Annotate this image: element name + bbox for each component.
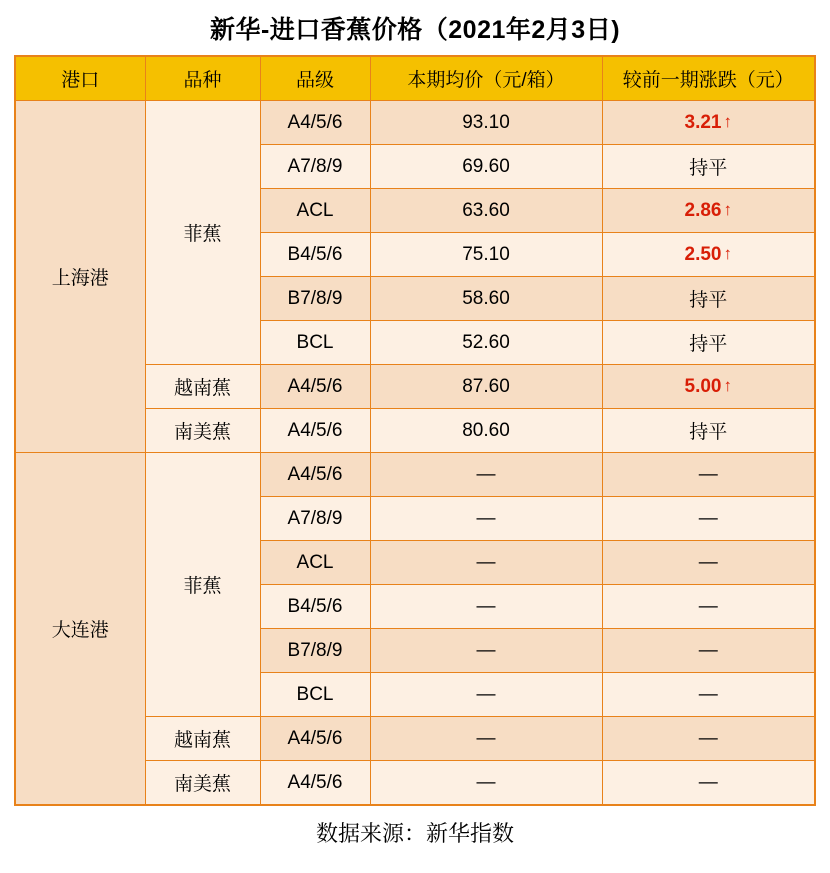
cell-change [602, 365, 815, 409]
change-value-up: 3.21 [684, 111, 722, 133]
cell-price: 63.60 [370, 189, 602, 233]
cell-grade: BCL [260, 321, 370, 365]
change-value-up: 2.86 [684, 199, 722, 221]
cell-change: 持平 [602, 321, 815, 365]
cell-grade: ACL [260, 541, 370, 585]
cell-grade: A4/5/6 [260, 453, 370, 497]
cell-variety: 南美蕉 [145, 761, 260, 806]
column-header-change: 较前一期涨跌（元） [602, 56, 815, 101]
cell-variety: 越南蕉 [145, 365, 260, 409]
cell-variety: 南美蕉 [145, 409, 260, 453]
cell-variety: 越南蕉 [145, 717, 260, 761]
table-row [15, 453, 815, 497]
cell-price: — [370, 673, 602, 717]
arrow-up-icon: ↑ [723, 375, 732, 395]
cell-change: 持平 [602, 145, 815, 189]
table-body [15, 101, 815, 806]
banana-price-table [14, 55, 816, 806]
cell-change [602, 101, 815, 145]
cell-change: 持平 [602, 277, 815, 321]
change-value-up: 2.50 [684, 243, 722, 265]
cell-price: — [370, 453, 602, 497]
cell-grade: B7/8/9 [260, 277, 370, 321]
arrow-up-icon: ↑ [723, 243, 732, 263]
cell-price: 58.60 [370, 277, 602, 321]
cell-port: 上海港 [15, 101, 145, 453]
cell-change: — [602, 541, 815, 585]
column-header-grade: 品级 [260, 56, 370, 101]
cell-grade: A4/5/6 [260, 409, 370, 453]
cell-change: — [602, 453, 815, 497]
table-header [15, 56, 815, 101]
cell-grade: B7/8/9 [260, 629, 370, 673]
cell-change: — [602, 629, 815, 673]
column-header-variety: 品种 [145, 56, 260, 101]
cell-change [602, 233, 815, 277]
arrow-up-icon: ↑ [723, 199, 732, 219]
cell-price: 87.60 [370, 365, 602, 409]
cell-price: 69.60 [370, 145, 602, 189]
cell-grade: BCL [260, 673, 370, 717]
column-header-port: 港口 [15, 56, 145, 101]
cell-grade: ACL [260, 189, 370, 233]
cell-port: 大连港 [15, 453, 145, 806]
data-source-note: 数据来源：新华指数 [315, 821, 514, 846]
cell-grade: A4/5/6 [260, 101, 370, 145]
arrow-up-icon: ↑ [723, 111, 732, 131]
cell-price: 93.10 [370, 101, 602, 145]
cell-price: 75.10 [370, 233, 602, 277]
cell-grade: A7/8/9 [260, 497, 370, 541]
change-value-up: 5.00 [684, 375, 722, 397]
cell-change: — [602, 761, 815, 806]
cell-variety: 菲蕉 [145, 101, 260, 365]
cell-grade: A7/8/9 [260, 145, 370, 189]
cell-grade: B4/5/6 [260, 233, 370, 277]
cell-price: — [370, 629, 602, 673]
cell-change: 持平 [602, 409, 815, 453]
column-header-price: 本期均价（元/箱） [370, 56, 602, 101]
cell-change: — [602, 673, 815, 717]
cell-price: 80.60 [370, 409, 602, 453]
cell-change: — [602, 717, 815, 761]
cell-grade: A4/5/6 [260, 365, 370, 409]
cell-grade: A4/5/6 [260, 761, 370, 806]
cell-variety: 菲蕉 [145, 453, 260, 717]
cell-price: — [370, 541, 602, 585]
cell-price: — [370, 497, 602, 541]
cell-grade: B4/5/6 [260, 585, 370, 629]
cell-change [602, 189, 815, 233]
cell-change: — [602, 585, 815, 629]
cell-price: — [370, 717, 602, 761]
cell-grade: A4/5/6 [260, 717, 370, 761]
cell-price: 52.60 [370, 321, 602, 365]
cell-price: — [370, 585, 602, 629]
page-title: 新华-进口香蕉价格（2021年2月3日) [209, 16, 621, 44]
table-row [15, 101, 815, 145]
cell-change: — [602, 497, 815, 541]
table-header-row [15, 56, 815, 101]
cell-price: — [370, 761, 602, 806]
